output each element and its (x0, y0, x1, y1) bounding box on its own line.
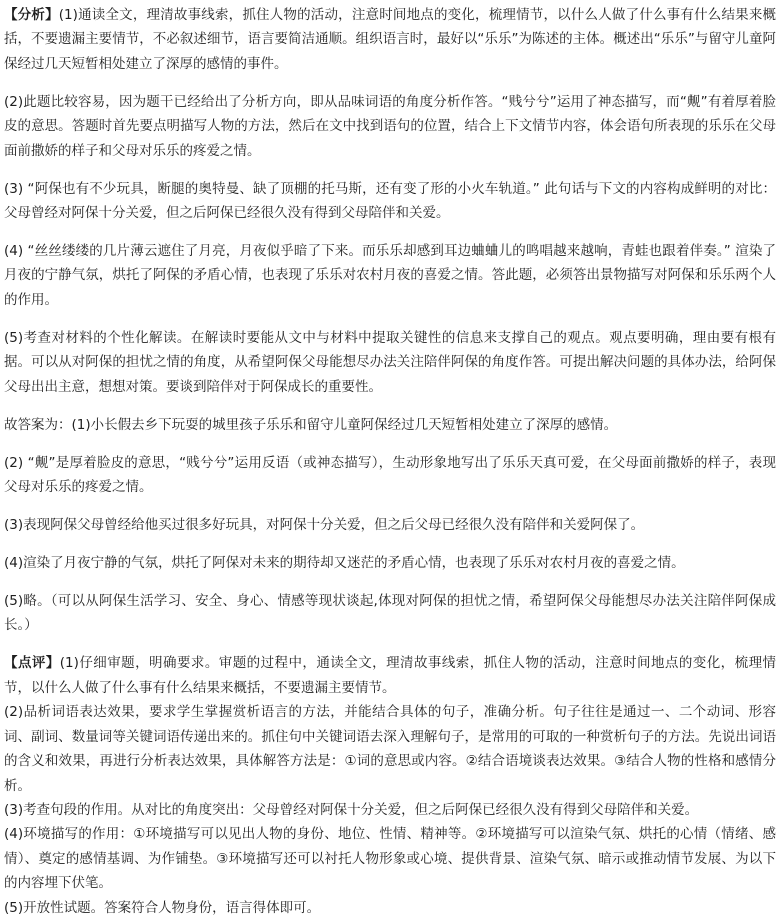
answer-point-5: (5)略。（可以从阿保生活学习、安全、身心、情感等现状谈起,体现对阿保的担忧之情，希望阿保父母能想尽办法关注陪伴阿保成长。） (4, 593, 776, 634)
answer-section-2 (4, 451, 776, 500)
answer-point-4: (4)渲染了月夜宁静的气氛，烘托了阿保对未来的期待却又迷茫的矛盾心情，也表现了乐乐对农村月夜的喜爱之情。 (4, 555, 685, 572)
analysis-section-3 (4, 177, 776, 226)
analysis-section-4 (4, 239, 776, 312)
comment-point-2: (2)品析词语表达效果，要求学生掌握赏析语言的方法，并能结合具体的句子，准确分析。句子往往是通过一、二个动词、形容词、副词、数量词等关键词语传递出来的。抓住句中关键词语去深入理解句子，是常用的可取的一种赏析句子的方法。先说出词语的含义和效果，再进行分析表达效果，具体解答方法是：①词的意思或内容。②结合语境谈表达效果。③结合人物的性格和感情分析。 (4, 704, 776, 794)
analysis-point-2: (2)此题比较容易，因为题干已经给出了分析方向，即从品味词语的角度分析作答。“贱兮兮”运用了神态描写，而“觍”有着厚着脸皮的意思。答题时首先要点明描写人物的方法，然后在文中找到语句的位置，结合上下文情节内容，体会语句所表现的乐乐在父母面前撒娇的样子和父母对乐乐的疼爱之情。 (4, 93, 776, 159)
comment-point-1: (1)仔细审题，明确要求。审题的过程中，通读全文，理清故事线索，抓住人物的活动，注意时间地点的变化，梳理情节，以什么人做了什么事有什么结果来概括，不要遗漏主要情节。 (4, 655, 777, 696)
comment-section (4, 651, 776, 919)
answer-section-3 (4, 513, 776, 537)
analysis-point-3: (3) “阿保也有不少玩具，断腿的奥特曼、缺了顶棚的托马斯，还有变了形的小火车轨道。” 此句话与下文的内容构成鲜明的对比：父母曾经对阿保十分关爱，但之后阿保已经很久没有得到父母陪伴和关爱。 (4, 180, 776, 222)
answer-section-1 (4, 413, 776, 437)
comment-tag: 【点评】 (4, 655, 60, 672)
analysis-tag: 【分析】 (4, 7, 59, 23)
comment-point-3: (3)考查句段的作用。从对比的角度突出：父母曾经对阿保十分关爱，但之后阿保已经很久没有得到父母陪伴和关爱。 (4, 801, 699, 818)
answer-point-1: 故答案为：(1)小长假去乡下玩耍的城里孩子乐乐和留守儿童阿保经过几天短暂相处建立了深厚的感情。 (4, 416, 618, 433)
answer-section-5 (4, 589, 776, 638)
analysis-point-1: (1)通读全文，理清故事线索，抓住人物的活动，注意时间地点的变化，梳理情节，以什么人做了什么事有什么结果来概括，不要遗漏主要情节，不必叙述细节，语言要简洁通顺。组织语言时，最好以“乐乐”为陈述的主体。概述出“乐乐”与留守儿童阿保经过几天短暂相处建立了深厚的感情的事件。 (4, 7, 777, 72)
analysis-point-4: (4) “丝丝缕缕的几片薄云遮住了月亮，月夜似乎暗了下来。而乐乐却感到耳边蛐蛐儿的鸣唱越来越响，青蛙也跟着伴奏。” 渲染了月夜的宁静气氛，烘托了阿保的矛盾心情，也表现了乐乐对农村月夜的喜爱之情。答此题，必须答出景物描写对阿保和乐乐两个人的作用。 (4, 243, 776, 308)
analysis-section-5 (4, 326, 776, 399)
answer-section-4 (4, 551, 776, 575)
comment-point-5: (5)开放性试题。答案符合人物身份，语言得体即可。 (4, 899, 321, 916)
analysis-section (4, 3, 776, 76)
answer-point-3: (3)表现阿保父母曾经给他买过很多好玩具，对阿保十分关爱，但之后父母已经很久没有陪伴和关爱阿保了。 (4, 517, 645, 534)
comment-point-4: (4)环境描写的作用：①环境描写可以见出人物的身份、地位、性情、精神等。②环境描写可以渲染气氛、烘托的心情（情绪、感情）、奠定的感情基调、为作铺垫。③环境描写还可以衬托人物形象或心境、提供背景、渲染气氛、暗示或推动情节发展、为以下的内容埋下伏笔。 (4, 826, 776, 892)
analysis-point-5: (5)考查对材料的个性化解读。在解读时要能从文中与材料中提取关键性的信息来支撑自己的观点。观点要明确，理由要有根有据。可以从对阿保的担忧之情的角度，从希望阿保父母能想尽办法关注陪伴阿保的角度作答。可提出解决问题的具体办法，给阿保父母出出主意，想想对策。要谈到陪伴对于阿保成长的重要性。 (4, 329, 776, 395)
answer-point-2: (2) “觍”是厚着脸皮的意思，“贱兮兮”运用反语（或神态描写），生动形象地写出了乐乐天真可爱，在父母面前撒娇的样子，表现父母对乐乐的疼爱之情。 (4, 454, 776, 496)
comment-point-1-line (4, 651, 776, 700)
analysis-section-2 (4, 90, 776, 163)
analysis-paragraph-1 (4, 3, 776, 76)
